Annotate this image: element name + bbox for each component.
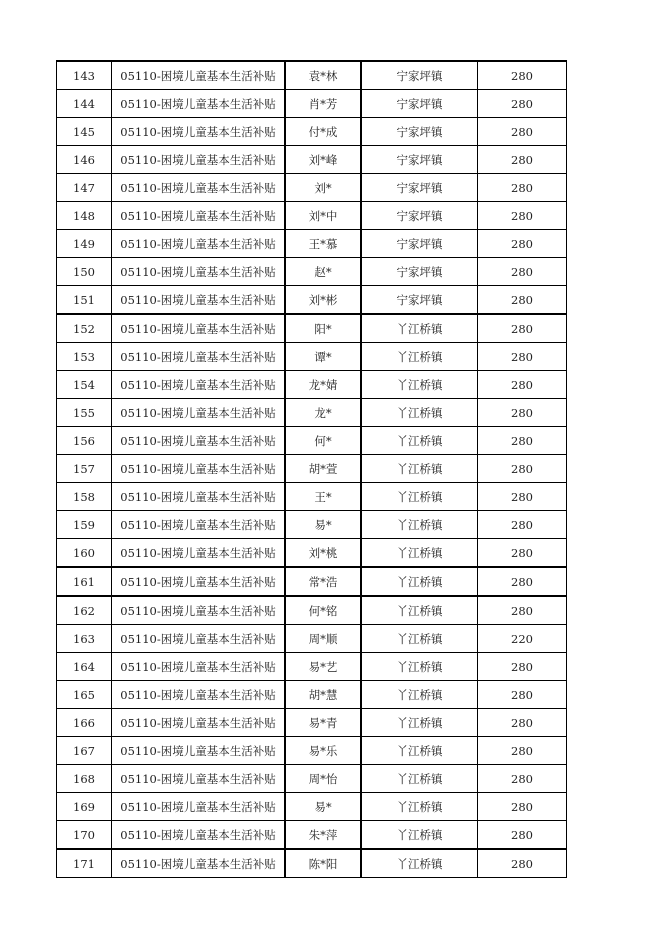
table-row xyxy=(57,286,567,315)
amount-cell: 280 xyxy=(478,821,567,850)
table-row xyxy=(57,343,567,371)
town-cell: 宁家坪镇 xyxy=(361,90,478,118)
table-row xyxy=(57,737,567,765)
row-number-cell: 158 xyxy=(57,483,112,511)
subsidy-item-cell: 05110-困境儿童基本生活补贴 xyxy=(112,653,286,681)
town-cell: 丫江桥镇 xyxy=(361,399,478,427)
recipient-name-cell: 王* xyxy=(285,483,361,511)
table-row xyxy=(57,427,567,455)
town-cell: 宁家坪镇 xyxy=(361,258,478,286)
subsidy-item-cell: 05110-困境儿童基本生活补贴 xyxy=(112,286,286,315)
table-row xyxy=(57,849,567,878)
row-number-cell: 143 xyxy=(57,61,112,90)
table-row xyxy=(57,681,567,709)
table-row xyxy=(57,61,567,90)
subsidy-item-cell: 05110-困境儿童基本生活补贴 xyxy=(112,539,286,568)
recipient-name-cell: 周*怡 xyxy=(285,765,361,793)
subsidy-item-cell: 05110-困境儿童基本生活补贴 xyxy=(112,202,286,230)
recipient-name-cell: 赵* xyxy=(285,258,361,286)
recipient-name-cell: 常*浩 xyxy=(285,567,361,596)
amount-cell: 280 xyxy=(478,539,567,568)
subsidy-item-cell: 05110-困境儿童基本生活补贴 xyxy=(112,314,286,343)
recipient-name-cell: 易* xyxy=(285,511,361,539)
table-row xyxy=(57,511,567,539)
row-number-cell: 154 xyxy=(57,371,112,399)
row-number-cell: 165 xyxy=(57,681,112,709)
table-row xyxy=(57,483,567,511)
subsidy-item-cell: 05110-困境儿童基本生活补贴 xyxy=(112,681,286,709)
town-cell: 丫江桥镇 xyxy=(361,596,478,625)
recipient-name-cell: 陈*阳 xyxy=(285,849,361,878)
amount-cell: 280 xyxy=(478,765,567,793)
town-cell: 丫江桥镇 xyxy=(361,343,478,371)
subsidy-item-cell: 05110-困境儿童基本生活补贴 xyxy=(112,399,286,427)
amount-cell: 280 xyxy=(478,455,567,483)
amount-cell: 280 xyxy=(478,427,567,455)
town-cell: 宁家坪镇 xyxy=(361,286,478,315)
row-number-cell: 152 xyxy=(57,314,112,343)
row-number-cell: 151 xyxy=(57,286,112,315)
amount-cell: 280 xyxy=(478,399,567,427)
table-row xyxy=(57,371,567,399)
subsidy-item-cell: 05110-困境儿童基本生活补贴 xyxy=(112,174,286,202)
recipient-name-cell: 付*成 xyxy=(285,118,361,146)
recipient-name-cell: 肖*芳 xyxy=(285,90,361,118)
recipient-name-cell: 刘* xyxy=(285,174,361,202)
table-row xyxy=(57,567,567,596)
subsidy-item-cell: 05110-困境儿童基本生活补贴 xyxy=(112,118,286,146)
row-number-cell: 149 xyxy=(57,230,112,258)
amount-cell: 280 xyxy=(478,343,567,371)
recipient-name-cell: 刘*中 xyxy=(285,202,361,230)
recipient-name-cell: 易* xyxy=(285,793,361,821)
row-number-cell: 166 xyxy=(57,709,112,737)
subsidy-item-cell: 05110-困境儿童基本生活补贴 xyxy=(112,709,286,737)
row-number-cell: 155 xyxy=(57,399,112,427)
row-number-cell: 168 xyxy=(57,765,112,793)
table-row xyxy=(57,793,567,821)
subsidy-item-cell: 05110-困境儿童基本生活补贴 xyxy=(112,61,286,90)
amount-cell: 280 xyxy=(478,61,567,90)
amount-cell: 280 xyxy=(478,90,567,118)
row-number-cell: 146 xyxy=(57,146,112,174)
subsidy-item-cell: 05110-困境儿童基本生活补贴 xyxy=(112,737,286,765)
town-cell: 丫江桥镇 xyxy=(361,849,478,878)
recipient-name-cell: 易*艺 xyxy=(285,653,361,681)
recipient-name-cell: 易*青 xyxy=(285,709,361,737)
town-cell: 丫江桥镇 xyxy=(361,821,478,850)
amount-cell: 280 xyxy=(478,483,567,511)
row-number-cell: 148 xyxy=(57,202,112,230)
town-cell: 丫江桥镇 xyxy=(361,511,478,539)
subsidy-item-cell: 05110-困境儿童基本生活补贴 xyxy=(112,511,286,539)
table-row xyxy=(57,709,567,737)
recipient-name-cell: 刘*峰 xyxy=(285,146,361,174)
subsidy-item-cell: 05110-困境儿童基本生活补贴 xyxy=(112,343,286,371)
table-row xyxy=(57,596,567,625)
recipient-name-cell: 阳* xyxy=(285,314,361,343)
recipient-name-cell: 胡*萱 xyxy=(285,455,361,483)
table-row xyxy=(57,90,567,118)
table-row xyxy=(57,399,567,427)
town-cell: 丫江桥镇 xyxy=(361,455,478,483)
row-number-cell: 157 xyxy=(57,455,112,483)
row-number-cell: 169 xyxy=(57,793,112,821)
table-row xyxy=(57,174,567,202)
recipient-name-cell: 谭* xyxy=(285,343,361,371)
table-row xyxy=(57,653,567,681)
amount-cell: 220 xyxy=(478,625,567,653)
town-cell: 丫江桥镇 xyxy=(361,427,478,455)
subsidy-item-cell: 05110-困境儿童基本生活补贴 xyxy=(112,230,286,258)
amount-cell: 280 xyxy=(478,118,567,146)
subsidy-item-cell: 05110-困境儿童基本生活补贴 xyxy=(112,483,286,511)
subsidy-item-cell: 05110-困境儿童基本生活补贴 xyxy=(112,821,286,850)
town-cell: 丫江桥镇 xyxy=(361,483,478,511)
table-row xyxy=(57,821,567,850)
recipient-name-cell: 王*慕 xyxy=(285,230,361,258)
amount-cell: 280 xyxy=(478,174,567,202)
subsidy-item-cell: 05110-困境儿童基本生活补贴 xyxy=(112,625,286,653)
recipient-name-cell: 刘*彬 xyxy=(285,286,361,315)
row-number-cell: 145 xyxy=(57,118,112,146)
row-number-cell: 162 xyxy=(57,596,112,625)
town-cell: 丫江桥镇 xyxy=(361,765,478,793)
recipient-name-cell: 何*铭 xyxy=(285,596,361,625)
town-cell: 丫江桥镇 xyxy=(361,314,478,343)
table-row xyxy=(57,455,567,483)
table-row xyxy=(57,146,567,174)
row-number-cell: 170 xyxy=(57,821,112,850)
recipient-name-cell: 袁*林 xyxy=(285,61,361,90)
subsidy-table xyxy=(56,60,567,878)
town-cell: 丫江桥镇 xyxy=(361,653,478,681)
subsidy-item-cell: 05110-困境儿童基本生活补贴 xyxy=(112,596,286,625)
recipient-name-cell: 周*顺 xyxy=(285,625,361,653)
town-cell: 丫江桥镇 xyxy=(361,625,478,653)
amount-cell: 280 xyxy=(478,314,567,343)
amount-cell: 280 xyxy=(478,371,567,399)
recipient-name-cell: 龙* xyxy=(285,399,361,427)
recipient-name-cell: 何* xyxy=(285,427,361,455)
subsidy-item-cell: 05110-困境儿童基本生活补贴 xyxy=(112,371,286,399)
town-cell: 丫江桥镇 xyxy=(361,737,478,765)
table-body xyxy=(57,61,567,878)
recipient-name-cell: 龙*婧 xyxy=(285,371,361,399)
amount-cell: 280 xyxy=(478,681,567,709)
subsidy-item-cell: 05110-困境儿童基本生活补贴 xyxy=(112,90,286,118)
amount-cell: 280 xyxy=(478,709,567,737)
row-number-cell: 159 xyxy=(57,511,112,539)
town-cell: 丫江桥镇 xyxy=(361,681,478,709)
row-number-cell: 147 xyxy=(57,174,112,202)
recipient-name-cell: 刘*桃 xyxy=(285,539,361,568)
recipient-name-cell: 易*乐 xyxy=(285,737,361,765)
amount-cell: 280 xyxy=(478,230,567,258)
amount-cell: 280 xyxy=(478,202,567,230)
table-row xyxy=(57,258,567,286)
town-cell: 丫江桥镇 xyxy=(361,371,478,399)
row-number-cell: 163 xyxy=(57,625,112,653)
town-cell: 丫江桥镇 xyxy=(361,709,478,737)
town-cell: 宁家坪镇 xyxy=(361,146,478,174)
row-number-cell: 167 xyxy=(57,737,112,765)
row-number-cell: 150 xyxy=(57,258,112,286)
table-row xyxy=(57,230,567,258)
amount-cell: 280 xyxy=(478,258,567,286)
subsidy-item-cell: 05110-困境儿童基本生活补贴 xyxy=(112,793,286,821)
subsidy-item-cell: 05110-困境儿童基本生活补贴 xyxy=(112,849,286,878)
amount-cell: 280 xyxy=(478,737,567,765)
amount-cell: 280 xyxy=(478,511,567,539)
amount-cell: 280 xyxy=(478,146,567,174)
subsidy-item-cell: 05110-困境儿童基本生活补贴 xyxy=(112,258,286,286)
table-row xyxy=(57,765,567,793)
town-cell: 宁家坪镇 xyxy=(361,202,478,230)
town-cell: 宁家坪镇 xyxy=(361,230,478,258)
recipient-name-cell: 胡*慧 xyxy=(285,681,361,709)
row-number-cell: 171 xyxy=(57,849,112,878)
row-number-cell: 153 xyxy=(57,343,112,371)
row-number-cell: 160 xyxy=(57,539,112,568)
amount-cell: 280 xyxy=(478,286,567,315)
table-row xyxy=(57,202,567,230)
amount-cell: 280 xyxy=(478,793,567,821)
row-number-cell: 156 xyxy=(57,427,112,455)
amount-cell: 280 xyxy=(478,567,567,596)
row-number-cell: 164 xyxy=(57,653,112,681)
row-number-cell: 161 xyxy=(57,567,112,596)
subsidy-item-cell: 05110-困境儿童基本生活补贴 xyxy=(112,146,286,174)
amount-cell: 280 xyxy=(478,653,567,681)
town-cell: 丫江桥镇 xyxy=(361,567,478,596)
table-row xyxy=(57,539,567,568)
subsidy-item-cell: 05110-困境儿童基本生活补贴 xyxy=(112,427,286,455)
row-number-cell: 144 xyxy=(57,90,112,118)
amount-cell: 280 xyxy=(478,596,567,625)
town-cell: 丫江桥镇 xyxy=(361,793,478,821)
table-row xyxy=(57,118,567,146)
town-cell: 宁家坪镇 xyxy=(361,118,478,146)
table-row xyxy=(57,625,567,653)
subsidy-item-cell: 05110-困境儿童基本生活补贴 xyxy=(112,567,286,596)
subsidy-item-cell: 05110-困境儿童基本生活补贴 xyxy=(112,765,286,793)
town-cell: 宁家坪镇 xyxy=(361,174,478,202)
amount-cell: 280 xyxy=(478,849,567,878)
subsidy-item-cell: 05110-困境儿童基本生活补贴 xyxy=(112,455,286,483)
table-row xyxy=(57,314,567,343)
town-cell: 丫江桥镇 xyxy=(361,539,478,568)
recipient-name-cell: 朱*萍 xyxy=(285,821,361,850)
town-cell: 宁家坪镇 xyxy=(361,61,478,90)
